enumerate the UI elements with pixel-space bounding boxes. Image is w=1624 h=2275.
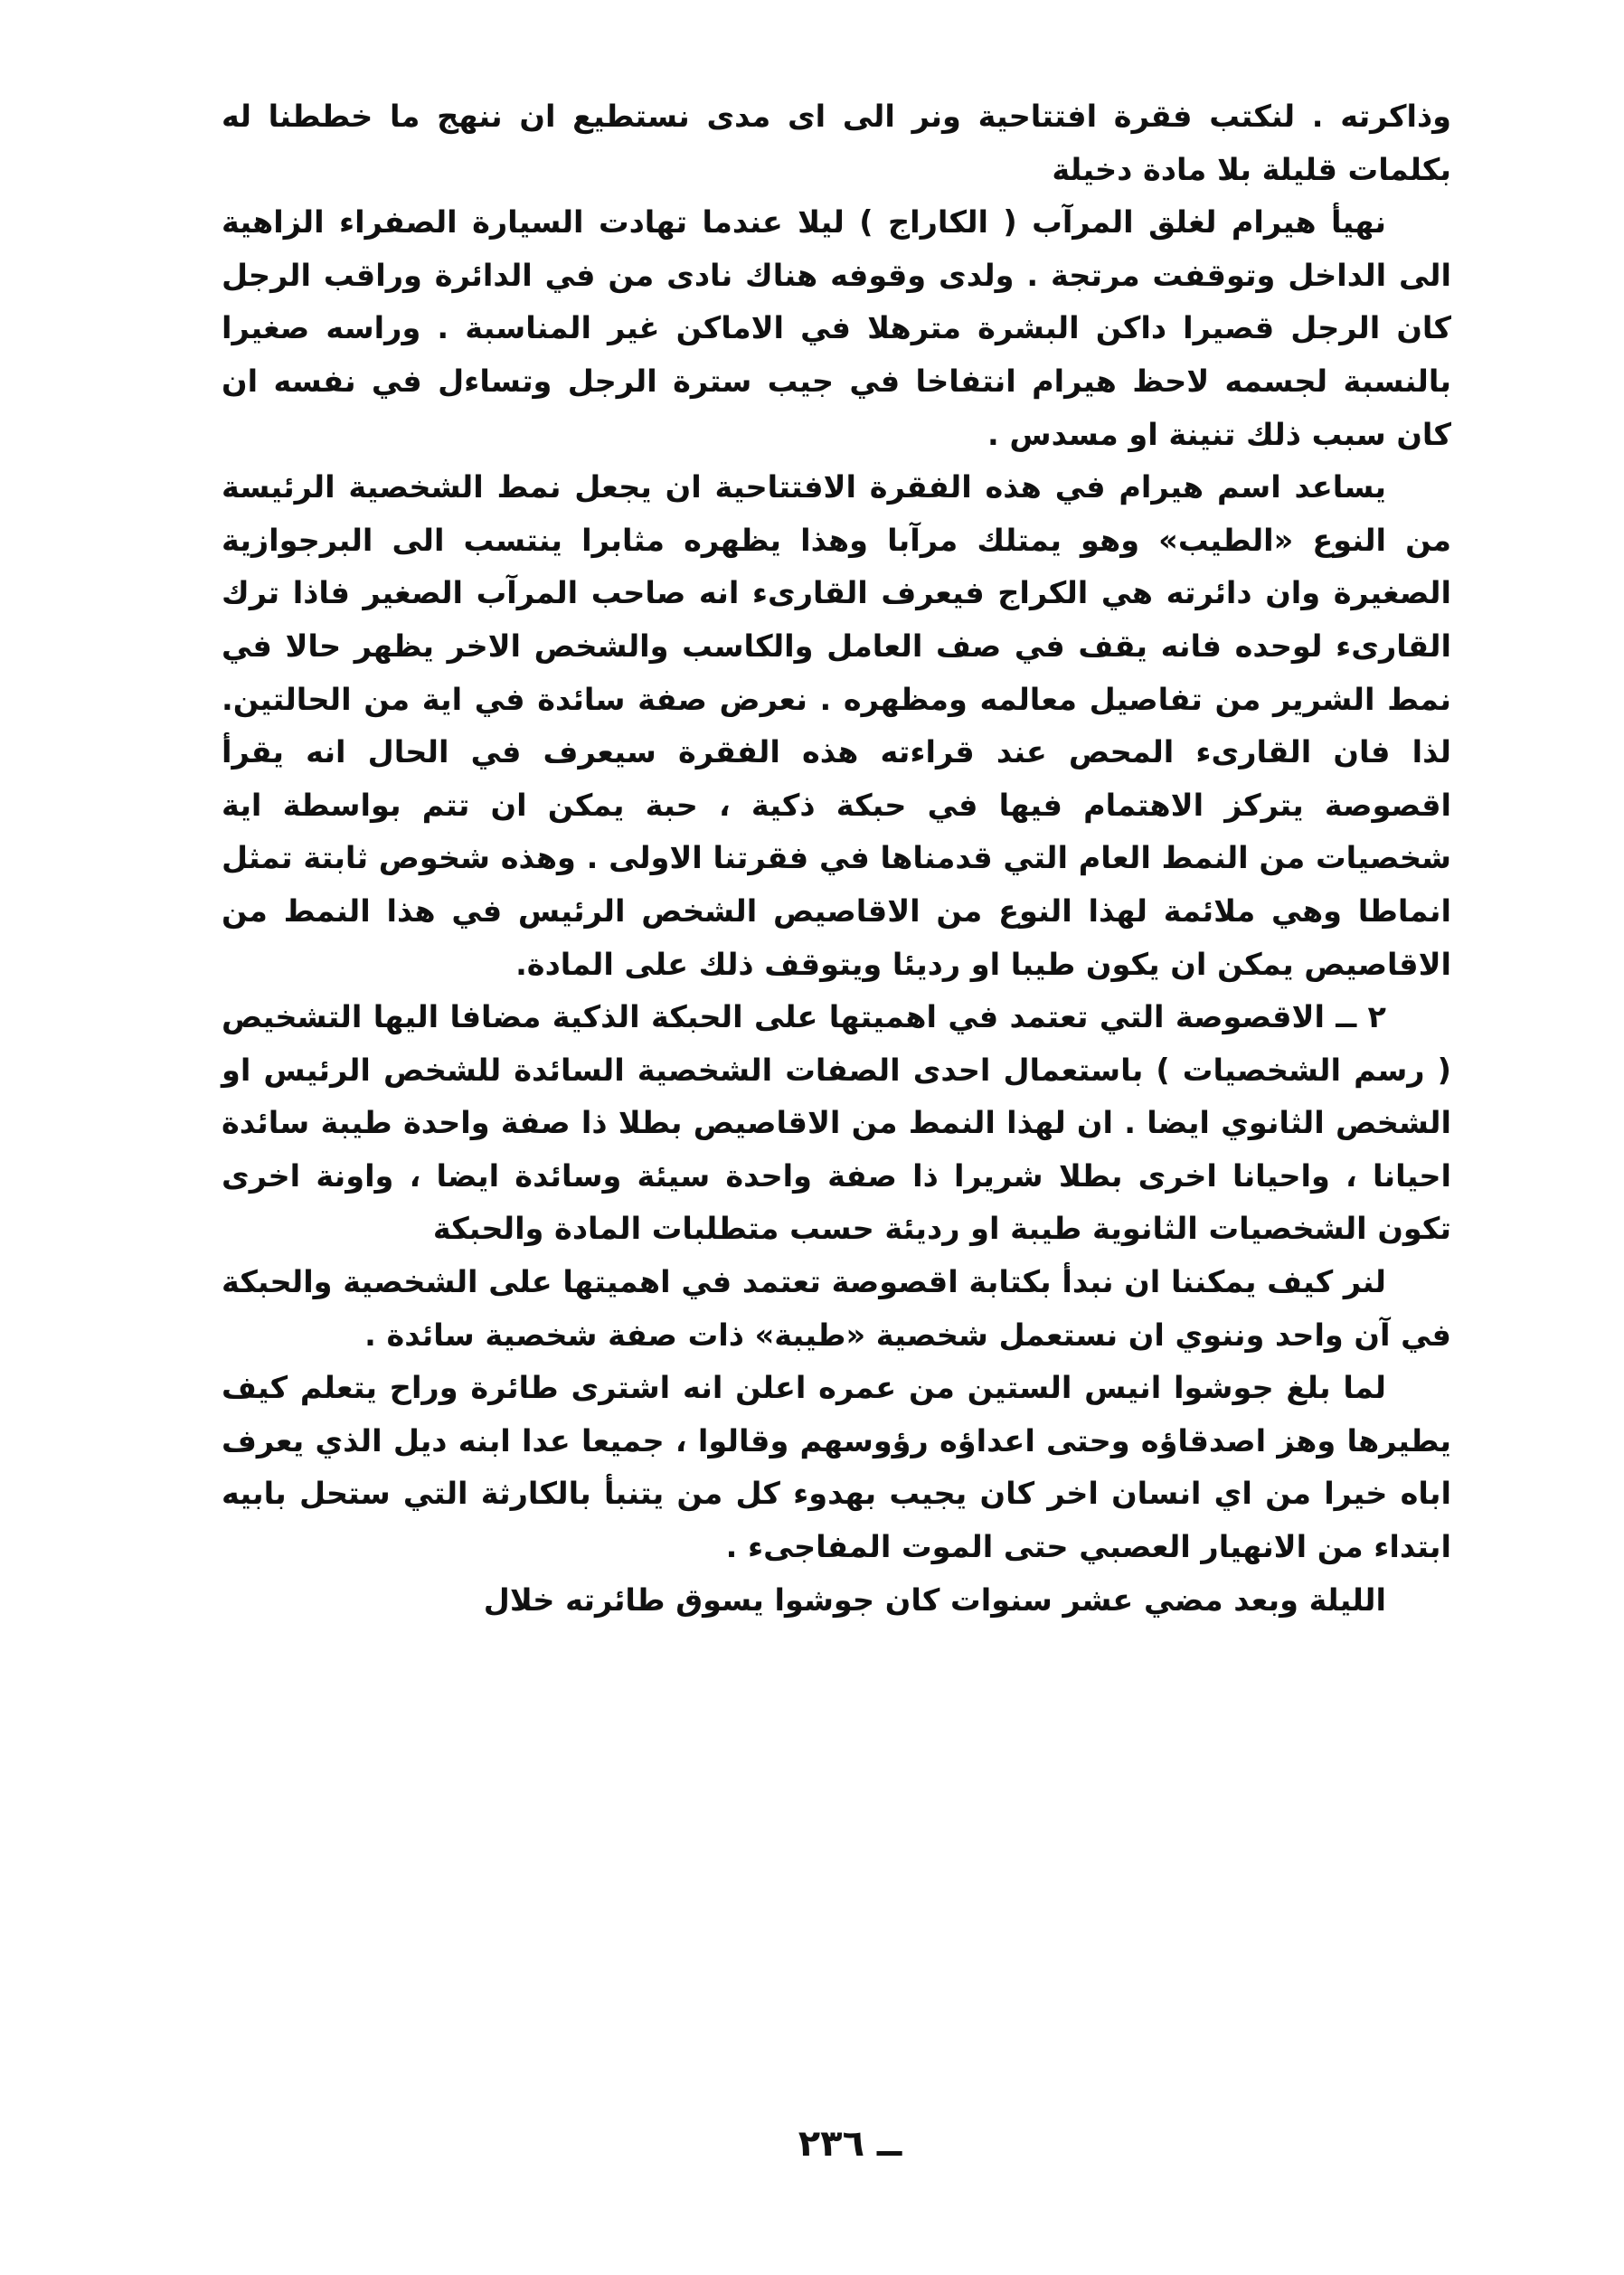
paragraph-tonight: الليلة وبعد مضي عشر سنوات كان جوشوا يسوق طائرته خلال xyxy=(483,1581,1386,1618)
paragraph-analysis: يساعد اسم هيرام في هذه الفقرة الافتتاحية ان يجعل نمط الشخصية الرئيسة من النوع «الطيب» وهو يمتلك مرآبا وهذا يظهره مثابرا ينتسب الى البرجوازية الصغيرة وان دائرته هي الكراج فيعرف القارىء انه صاحب المرآب الصغير فاذا ترك القارىء لوحده فانه يقف في صف العامل والكاسب والشخص الاخر يظهر حالا في نمط الشرير من تفاصيل معالمه ومظهره . نعرض صفة سائدة في اية من الحالتين. لذا فان القارىء المحص عند قراءته هذه الفقرة سيعرف في الحال انه يقرأ اقصوصة يتركز الاهتمام فيها في حبكة ذكية ، حبة يمكن ان تتم بواسطة اية شخصيات من النمط العام التي قدمناها في فقرتنا الاولى . وهذه شخوص ثابتة تمثل انماطا وهي ملائمة لهذا النوع من الاقاصيص الشخص الرئيس في هذا النمط من الاقاصيص يمكن ان يكون طيبا او رديئا ويتوقف ذلك على المادة. xyxy=(222,469,1451,982)
paragraph-point-two: ٢ ــ الاقصوصة التي تعتمد في اهميتها على الحبكة الذكية مضافا اليها التشخيص ( رسم الشخصيات ) باستعمال احدى الصفات الشخصية السائدة للشخص الرئيس او الشخص الثانوي ايضا . ان لهذا النمط من الاقاصيص بطلا ذا صفة واحدة طيبة سائدة احيانا ، واحيانا اخرى بطلا شريرا ذا صفة واحدة سيئة وسائدة ايضا ، واونة اخرى تكون الشخصيات الثانوية طيبة او رديئة حسب متطلبات المادة والحبكة xyxy=(222,999,1451,1247)
page-number: ــ ٢٣٦ xyxy=(798,2123,902,2165)
paragraph-character-plot: لنر كيف يمكننا ان نبدأ بكتابة اقصوصة تعتمد في اهميتها على الشخصية والحبكة في آن واحد وننوي ان نستعمل شخصية «طيبة» ذات صفة شخصية سائدة . xyxy=(222,1264,1451,1353)
paragraph-hiram-example: نهيأ هيرام لغلق المرآب ( الكاراج ) ليلا عندما تهادت السيارة الصفراء الزاهية الى الداخل وتوقفت مرتجة . ولدى وقوفه هناك نادى من في الدائرة وراقب الرجل كان الرجل قصيرا داكن البشرة مترهلا في الاماكن غير المناسبة . وراسه صغيرا بالنسبة لجسمه لاحظ هيرام انتفاخا في جيب سترة الرجل وتساءل في نفسه ان كان سبب ذلك تنينة او مسدس . xyxy=(222,204,1451,452)
paragraph-continuation: وذاكرته . لنكتب فقرة افتتاحية ونر الى اى مدى نستطيع ان ننهج ما خططنا له بكلمات قليلة بلا مادة دخيلة xyxy=(222,99,1451,187)
body-text xyxy=(222,90,1451,1627)
paragraph-joshua-story: لما بلغ جوشوا انيس الستين من عمره اعلن انه اشترى طائرة وراح يتعلم كيف يطيرها وهز اصدقاؤه وحتى اعداؤه رؤوسهم وقالوا ، جميعا عدا ابنه ديل الذي يعرف اباه خيرا من اي انسان اخر كان يجيب بهدوء كل من يتنبأ بالكارثة التي ستحل بابيه ابتداء من الانهيار العصبي حتى الموت المفاجىء . xyxy=(222,1370,1451,1565)
